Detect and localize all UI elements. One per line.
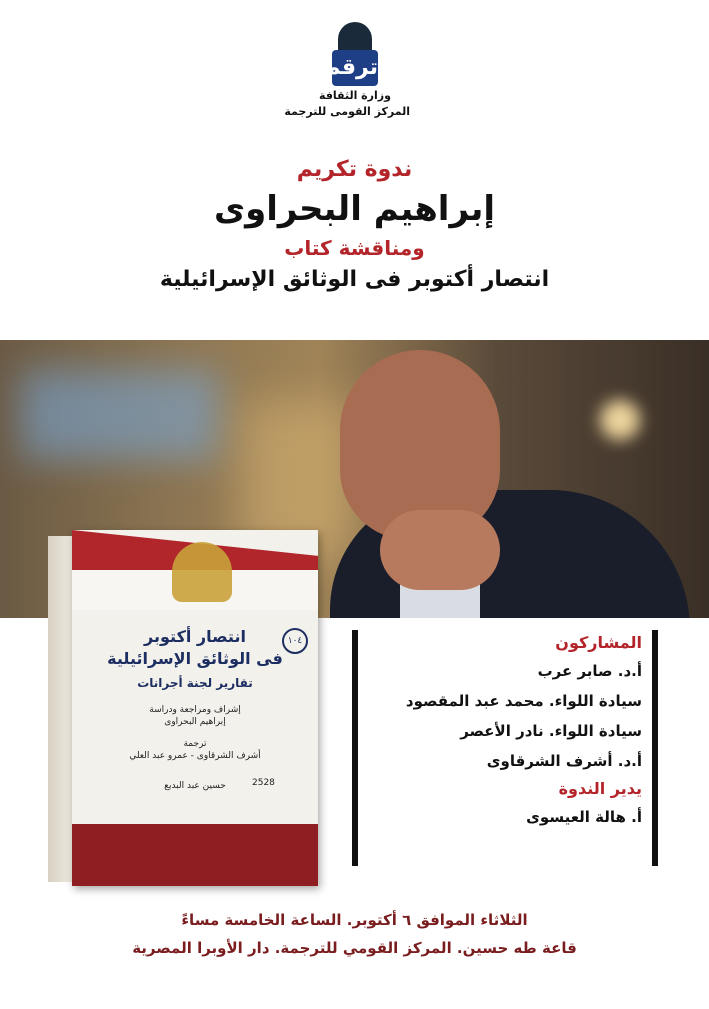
book-translators: ترجمة أشرف الشرقاوى - عمرو عبد العلي [129,739,261,761]
event-venue: قاعة طه حسين. المركز القومي للترجمة. دار الأوبرا المصرية [132,939,577,957]
participants-heading: المشاركون [555,633,642,652]
eagle-emblem-icon [172,542,232,602]
center-name: المركز القومى للترجمة [284,105,410,118]
participant-name: سيادة اللواء. محمد عبد المقصود [405,692,642,710]
title-block [0,155,709,297]
participants-box [352,630,658,866]
participant-name: سيادة اللواء. نادر الأعصر [460,722,642,740]
book-cover-image [48,530,318,886]
logo-icon [324,22,378,88]
book-title-heading: انتصار أكتوبر فى الوثائق الإسرائيلية [159,267,550,292]
book-code: 2528 [252,778,275,788]
book-cover-title: انتصار أكتوبر فى الوثائق الإسرائيلية [107,627,283,668]
participant-name: أ.د. أشرف الشرقاوى [486,752,642,770]
discussion-label: ومناقشة كتاب [284,236,425,260]
book-cover-subtitle: تقارير لجنة أجرانات [137,676,253,690]
event-title: ندوة تكريم [296,157,413,182]
moderator-name: أ. هالة العيسوى [526,808,642,826]
participant-name: أ.د. صابر عرب [537,662,642,680]
book-translator-2: حسين عبد البديع [164,781,226,791]
event-details [0,906,709,962]
logo-mark-text: ترقم [332,50,378,86]
book-supervision: إشراف ومراجعة ودراسة إبراهيم البحراوى [149,705,241,727]
book-series-number: ١٠٤ [282,628,308,654]
event-date-time: الثلاثاء الموافق ٦ أكتوبر. الساعة الخامسة مساءً [181,911,528,929]
ministry-name: وزارة الثقافة [319,89,391,102]
honoree-name: إبراهيم البحراوى [213,189,496,229]
moderator-heading: يدير الندوة [558,779,642,798]
logo [284,22,410,120]
